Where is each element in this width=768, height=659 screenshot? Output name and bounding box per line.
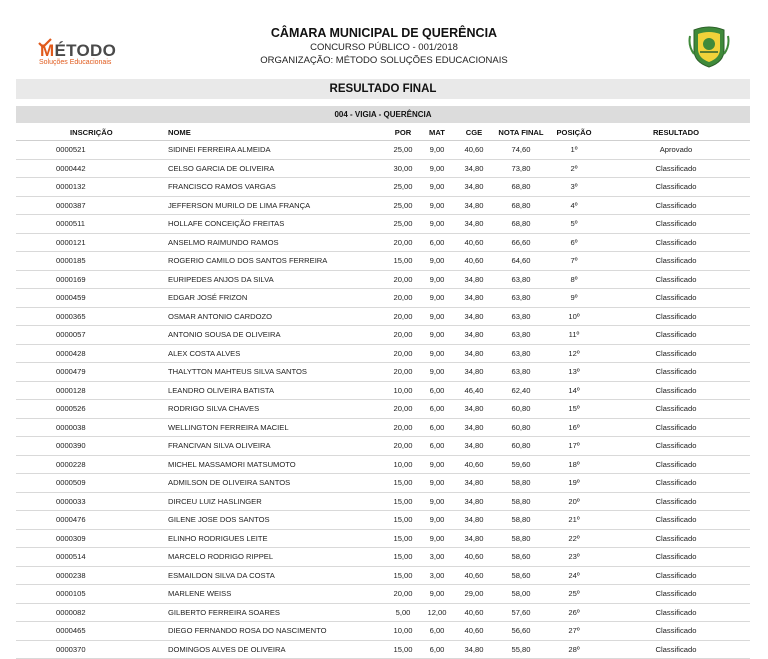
- cell-inscricao: 0000511: [56, 215, 126, 233]
- cell-nome: ANSELMO RAIMUNDO RAMOS: [168, 234, 388, 252]
- cell-nota-final: 58,80: [494, 511, 548, 529]
- cell-resultado: Classificado: [632, 289, 720, 307]
- col-resultado: RESULTADO: [632, 124, 720, 141]
- cell-cge: 34,80: [458, 289, 490, 307]
- cell-por: 20,00: [386, 289, 420, 307]
- cell-inscricao: 0000121: [56, 234, 126, 252]
- cell-nome: DIEGO FERNANDO ROSA DO NASCIMENTO: [168, 622, 388, 640]
- cell-nome: DIRCEU LUIZ HASLINGER: [168, 493, 388, 511]
- cell-posicao: 1º: [549, 141, 599, 159]
- cell-por: 20,00: [386, 419, 420, 437]
- cell-nota-final: 63,80: [494, 363, 548, 381]
- table-row: [16, 271, 750, 290]
- group-title-bar: 004 - VIGIA - QUERÊNCIA: [16, 106, 750, 123]
- cell-resultado: Classificado: [632, 160, 720, 178]
- cell-cge: 40,60: [458, 548, 490, 566]
- cell-por: 25,00: [386, 178, 420, 196]
- cell-mat: 6,00: [422, 419, 452, 437]
- cell-inscricao: 0000509: [56, 474, 126, 492]
- cell-posicao: 15º: [549, 400, 599, 418]
- table-row: [16, 215, 750, 234]
- cell-por: 10,00: [386, 622, 420, 640]
- logo-word: MÉTODO: [40, 41, 116, 61]
- cell-resultado: Classificado: [632, 308, 720, 326]
- cell-posicao: 12º: [549, 345, 599, 363]
- municipal-seal-icon: [688, 24, 730, 68]
- cell-nome: EDGAR JOSÉ FRIZON: [168, 289, 388, 307]
- document-header: [0, 0, 768, 78]
- table-row: [16, 530, 750, 549]
- cell-nome: GILENE JOSE DOS SANTOS: [168, 511, 388, 529]
- cell-resultado: Classificado: [632, 363, 720, 381]
- col-cge: CGE: [458, 124, 490, 141]
- table-row: [16, 493, 750, 512]
- cell-mat: 9,00: [422, 474, 452, 492]
- cell-nome: GILBERTO FERREIRA SOARES: [168, 604, 388, 622]
- cell-mat: 3,00: [422, 548, 452, 566]
- table-row: [16, 456, 750, 475]
- cell-cge: 34,80: [458, 493, 490, 511]
- cell-posicao: 6º: [549, 234, 599, 252]
- cell-nome: WELLINGTON FERREIRA MACIEL: [168, 419, 388, 437]
- cell-mat: 9,00: [422, 252, 452, 270]
- cell-mat: 9,00: [422, 585, 452, 603]
- cell-posicao: 10º: [549, 308, 599, 326]
- cell-posicao: 20º: [549, 493, 599, 511]
- table-row: [16, 548, 750, 567]
- cell-mat: 9,00: [422, 456, 452, 474]
- cell-inscricao: 0000387: [56, 197, 126, 215]
- cell-nota-final: 59,60: [494, 456, 548, 474]
- cell-inscricao: 0000057: [56, 326, 126, 344]
- cell-nome: ANTONIO SOUSA DE OLIVEIRA: [168, 326, 388, 344]
- cell-inscricao: 0000169: [56, 271, 126, 289]
- cell-inscricao: 0000105: [56, 585, 126, 603]
- cell-resultado: Classificado: [632, 511, 720, 529]
- cell-por: 20,00: [386, 234, 420, 252]
- cell-nome: HOLLAFE CONCEIÇÃO FREITAS: [168, 215, 388, 233]
- header-titles: [0, 26, 768, 67]
- cell-por: 20,00: [386, 345, 420, 363]
- table-row: [16, 382, 750, 401]
- cell-resultado: Classificado: [632, 493, 720, 511]
- cell-por: 15,00: [386, 252, 420, 270]
- table-row: [16, 604, 750, 623]
- cell-mat: 9,00: [422, 308, 452, 326]
- cell-cge: 34,80: [458, 326, 490, 344]
- cell-resultado: Classificado: [632, 197, 720, 215]
- col-mat: MAT: [422, 124, 452, 141]
- cell-cge: 40,60: [458, 604, 490, 622]
- cell-por: 10,00: [386, 382, 420, 400]
- cell-mat: 9,00: [422, 530, 452, 548]
- table-row: [16, 234, 750, 253]
- cell-nota-final: 63,80: [494, 271, 548, 289]
- cell-posicao: 7º: [549, 252, 599, 270]
- table-row: [16, 160, 750, 179]
- cell-nota-final: 58,80: [494, 530, 548, 548]
- cell-nome: DOMINGOS ALVES DE OLIVEIRA: [168, 641, 388, 659]
- cell-nota-final: 60,80: [494, 419, 548, 437]
- cell-mat: 9,00: [422, 289, 452, 307]
- cell-cge: 40,60: [458, 567, 490, 585]
- cell-posicao: 27º: [549, 622, 599, 640]
- cell-nome: ELINHO RODRIGUES LEITE: [168, 530, 388, 548]
- cell-cge: 29,00: [458, 585, 490, 603]
- cell-inscricao: 0000132: [56, 178, 126, 196]
- cell-cge: 34,80: [458, 363, 490, 381]
- cell-cge: 34,80: [458, 160, 490, 178]
- cell-nota-final: 62,40: [494, 382, 548, 400]
- table-row: [16, 622, 750, 641]
- cell-posicao: 2º: [549, 160, 599, 178]
- table-row: [16, 363, 750, 382]
- cell-cge: 40,60: [458, 622, 490, 640]
- contest-subtitle: CONCURSO PÚBLICO - 001/2018: [0, 42, 768, 54]
- cell-nome: THALYTTON MAHTEUS SILVA SANTOS: [168, 363, 388, 381]
- cell-resultado: Classificado: [632, 604, 720, 622]
- cell-por: 20,00: [386, 326, 420, 344]
- table-body: [16, 141, 750, 659]
- cell-posicao: 14º: [549, 382, 599, 400]
- cell-inscricao: 0000428: [56, 345, 126, 363]
- cell-resultado: Classificado: [632, 474, 720, 492]
- cell-inscricao: 0000365: [56, 308, 126, 326]
- organization-subtitle: ORGANIZAÇÃO: MÉTODO SOLUÇÕES EDUCACIONAIS: [0, 55, 768, 67]
- cell-cge: 34,80: [458, 437, 490, 455]
- results-table: [16, 124, 750, 659]
- cell-nome: FRANCIVAN SILVA OLIVEIRA: [168, 437, 388, 455]
- cell-inscricao: 0000390: [56, 437, 126, 455]
- cell-posicao: 24º: [549, 567, 599, 585]
- cell-mat: 9,00: [422, 215, 452, 233]
- cell-cge: 34,80: [458, 271, 490, 289]
- cell-resultado: Aprovado: [632, 141, 720, 159]
- cell-nota-final: 63,80: [494, 345, 548, 363]
- cell-mat: 9,00: [422, 160, 452, 178]
- cell-nota-final: 58,60: [494, 548, 548, 566]
- cell-inscricao: 0000370: [56, 641, 126, 659]
- table-row: [16, 567, 750, 586]
- cell-nome: ESMAILDON SILVA DA COSTA: [168, 567, 388, 585]
- cell-nome: ALEX COSTA ALVES: [168, 345, 388, 363]
- cell-posicao: 4º: [549, 197, 599, 215]
- cell-posicao: 8º: [549, 271, 599, 289]
- result-title-bar: RESULTADO FINAL: [16, 79, 750, 99]
- cell-cge: 34,80: [458, 308, 490, 326]
- cell-por: 25,00: [386, 141, 420, 159]
- table-row: [16, 289, 750, 308]
- cell-por: 25,00: [386, 215, 420, 233]
- cell-cge: 34,80: [458, 215, 490, 233]
- cell-nota-final: 60,80: [494, 400, 548, 418]
- cell-nome: EURIPEDES ANJOS DA SILVA: [168, 271, 388, 289]
- cell-inscricao: 0000465: [56, 622, 126, 640]
- cell-nome: MARCELO RODRIGO RIPPEL: [168, 548, 388, 566]
- cell-resultado: Classificado: [632, 271, 720, 289]
- cell-mat: 9,00: [422, 326, 452, 344]
- cell-inscricao: 0000514: [56, 548, 126, 566]
- cell-por: 5,00: [386, 604, 420, 622]
- cell-nome: MICHEL MASSAMORI MATSUMOTO: [168, 456, 388, 474]
- cell-posicao: 11º: [549, 326, 599, 344]
- cell-nome: FRANCISCO RAMOS VARGAS: [168, 178, 388, 196]
- col-posicao: POSIÇÃO: [549, 124, 599, 141]
- cell-cge: 46,40: [458, 382, 490, 400]
- cell-nota-final: 58,60: [494, 567, 548, 585]
- cell-inscricao: 0000228: [56, 456, 126, 474]
- cell-cge: 40,60: [458, 252, 490, 270]
- cell-mat: 6,00: [422, 234, 452, 252]
- col-por: POR: [386, 124, 420, 141]
- cell-por: 15,00: [386, 511, 420, 529]
- table-row: [16, 585, 750, 604]
- cell-posicao: 16º: [549, 419, 599, 437]
- table-row: [16, 345, 750, 364]
- cell-mat: 3,00: [422, 567, 452, 585]
- cell-posicao: 13º: [549, 363, 599, 381]
- cell-inscricao: 0000038: [56, 419, 126, 437]
- cell-mat: 6,00: [422, 622, 452, 640]
- cell-nota-final: 63,80: [494, 308, 548, 326]
- cell-inscricao: 0000521: [56, 141, 126, 159]
- table-row: [16, 419, 750, 438]
- cell-posicao: 3º: [549, 178, 599, 196]
- cell-posicao: 25º: [549, 585, 599, 603]
- cell-cge: 34,80: [458, 197, 490, 215]
- cell-nome: CELSO GARCIA DE OLIVEIRA: [168, 160, 388, 178]
- cell-inscricao: 0000309: [56, 530, 126, 548]
- cell-posicao: 18º: [549, 456, 599, 474]
- cell-mat: 9,00: [422, 363, 452, 381]
- cell-resultado: Classificado: [632, 382, 720, 400]
- cell-mat: 9,00: [422, 511, 452, 529]
- cell-nome: LEANDRO OLIVEIRA BATISTA: [168, 382, 388, 400]
- cell-resultado: Classificado: [632, 419, 720, 437]
- cell-por: 20,00: [386, 308, 420, 326]
- cell-posicao: 9º: [549, 289, 599, 307]
- cell-inscricao: 0000128: [56, 382, 126, 400]
- cell-resultado: Classificado: [632, 456, 720, 474]
- cell-posicao: 23º: [549, 548, 599, 566]
- cell-nome: OSMAR ANTONIO CARDOZO: [168, 308, 388, 326]
- cell-nota-final: 68,80: [494, 178, 548, 196]
- cell-resultado: Classificado: [632, 622, 720, 640]
- cell-nome: ROGERIO CAMILO DOS SANTOS FERREIRA: [168, 252, 388, 270]
- cell-por: 15,00: [386, 493, 420, 511]
- cell-por: 15,00: [386, 548, 420, 566]
- cell-nome: JEFFERSON MURILO DE LIMA FRANÇA: [168, 197, 388, 215]
- cell-cge: 40,60: [458, 141, 490, 159]
- cell-resultado: Classificado: [632, 530, 720, 548]
- cell-cge: 34,80: [458, 345, 490, 363]
- cell-nota-final: 74,60: [494, 141, 548, 159]
- cell-cge: 34,80: [458, 474, 490, 492]
- cell-cge: 34,80: [458, 178, 490, 196]
- cell-nota-final: 64,60: [494, 252, 548, 270]
- cell-por: 20,00: [386, 400, 420, 418]
- cell-resultado: Classificado: [632, 548, 720, 566]
- cell-posicao: 22º: [549, 530, 599, 548]
- cell-resultado: Classificado: [632, 585, 720, 603]
- cell-nome: MARLENE WEISS: [168, 585, 388, 603]
- cell-nota-final: 63,80: [494, 326, 548, 344]
- cell-mat: 9,00: [422, 197, 452, 215]
- cell-nome: RODRIGO SILVA CHAVES: [168, 400, 388, 418]
- cell-nota-final: 68,80: [494, 197, 548, 215]
- logo-subtitle: Soluções Educacionais: [39, 59, 111, 66]
- table-row: [16, 197, 750, 216]
- cell-nota-final: 66,60: [494, 234, 548, 252]
- cell-cge: 34,80: [458, 530, 490, 548]
- cell-resultado: Classificado: [632, 234, 720, 252]
- table-row: [16, 437, 750, 456]
- cell-resultado: Classificado: [632, 215, 720, 233]
- cell-resultado: Classificado: [632, 178, 720, 196]
- cell-nota-final: 60,80: [494, 437, 548, 455]
- cell-mat: 9,00: [422, 178, 452, 196]
- table-row: [16, 400, 750, 419]
- col-inscricao: INSCRIÇÃO: [70, 124, 140, 141]
- cell-inscricao: 0000238: [56, 567, 126, 585]
- cell-mat: 9,00: [422, 271, 452, 289]
- cell-nota-final: 57,60: [494, 604, 548, 622]
- cell-por: 10,00: [386, 456, 420, 474]
- col-nome: NOME: [168, 124, 388, 141]
- cell-nota-final: 73,80: [494, 160, 548, 178]
- cell-mat: 6,00: [422, 437, 452, 455]
- table-row: [16, 326, 750, 345]
- cell-inscricao: 0000082: [56, 604, 126, 622]
- page-title: CÂMARA MUNICIPAL DE QUERÊNCIA: [0, 26, 768, 41]
- cell-cge: 34,80: [458, 400, 490, 418]
- col-nota-final: NOTA FINAL: [494, 124, 548, 141]
- table-header-row: [16, 124, 750, 141]
- cell-cge: 34,80: [458, 641, 490, 659]
- table-row: [16, 511, 750, 530]
- cell-por: 15,00: [386, 474, 420, 492]
- cell-resultado: Classificado: [632, 400, 720, 418]
- cell-mat: 9,00: [422, 493, 452, 511]
- cell-inscricao: 0000033: [56, 493, 126, 511]
- cell-por: 20,00: [386, 585, 420, 603]
- cell-posicao: 28º: [549, 641, 599, 659]
- table-row: [16, 641, 750, 659]
- cell-por: 20,00: [386, 363, 420, 381]
- cell-inscricao: 0000442: [56, 160, 126, 178]
- table-row: [16, 141, 750, 160]
- cell-inscricao: 0000479: [56, 363, 126, 381]
- cell-inscricao: 0000459: [56, 289, 126, 307]
- cell-nota-final: 58,80: [494, 493, 548, 511]
- cell-por: 20,00: [386, 271, 420, 289]
- cell-cge: 34,80: [458, 511, 490, 529]
- cell-posicao: 19º: [549, 474, 599, 492]
- table-row: [16, 474, 750, 493]
- cell-resultado: Classificado: [632, 437, 720, 455]
- cell-nota-final: 68,80: [494, 215, 548, 233]
- table-row: [16, 178, 750, 197]
- cell-por: 20,00: [386, 437, 420, 455]
- cell-nome: SIDINEI FERREIRA ALMEIDA: [168, 141, 388, 159]
- cell-resultado: Classificado: [632, 252, 720, 270]
- cell-cge: 40,60: [458, 234, 490, 252]
- cell-cge: 34,80: [458, 419, 490, 437]
- table-row: [16, 308, 750, 327]
- cell-posicao: 21º: [549, 511, 599, 529]
- cell-resultado: Classificado: [632, 326, 720, 344]
- cell-inscricao: 0000526: [56, 400, 126, 418]
- cell-nota-final: 55,80: [494, 641, 548, 659]
- cell-posicao: 17º: [549, 437, 599, 455]
- cell-inscricao: 0000476: [56, 511, 126, 529]
- cell-mat: 9,00: [422, 141, 452, 159]
- table-row: [16, 252, 750, 271]
- cell-por: 15,00: [386, 567, 420, 585]
- cell-por: 30,00: [386, 160, 420, 178]
- cell-mat: 6,00: [422, 641, 452, 659]
- cell-resultado: Classificado: [632, 641, 720, 659]
- cell-resultado: Classificado: [632, 567, 720, 585]
- cell-nota-final: 56,60: [494, 622, 548, 640]
- cell-resultado: Classificado: [632, 345, 720, 363]
- cell-inscricao: 0000185: [56, 252, 126, 270]
- cell-mat: 6,00: [422, 400, 452, 418]
- cell-nota-final: 63,80: [494, 289, 548, 307]
- cell-mat: 9,00: [422, 345, 452, 363]
- cell-mat: 12,00: [422, 604, 452, 622]
- cell-por: 15,00: [386, 641, 420, 659]
- cell-posicao: 26º: [549, 604, 599, 622]
- cell-por: 15,00: [386, 530, 420, 548]
- cell-mat: 6,00: [422, 382, 452, 400]
- cell-posicao: 5º: [549, 215, 599, 233]
- cell-nota-final: 58,80: [494, 474, 548, 492]
- cell-por: 25,00: [386, 197, 420, 215]
- cell-cge: 40,60: [458, 456, 490, 474]
- cell-nota-final: 58,00: [494, 585, 548, 603]
- cell-nome: ADMILSON DE OLIVEIRA SANTOS: [168, 474, 388, 492]
